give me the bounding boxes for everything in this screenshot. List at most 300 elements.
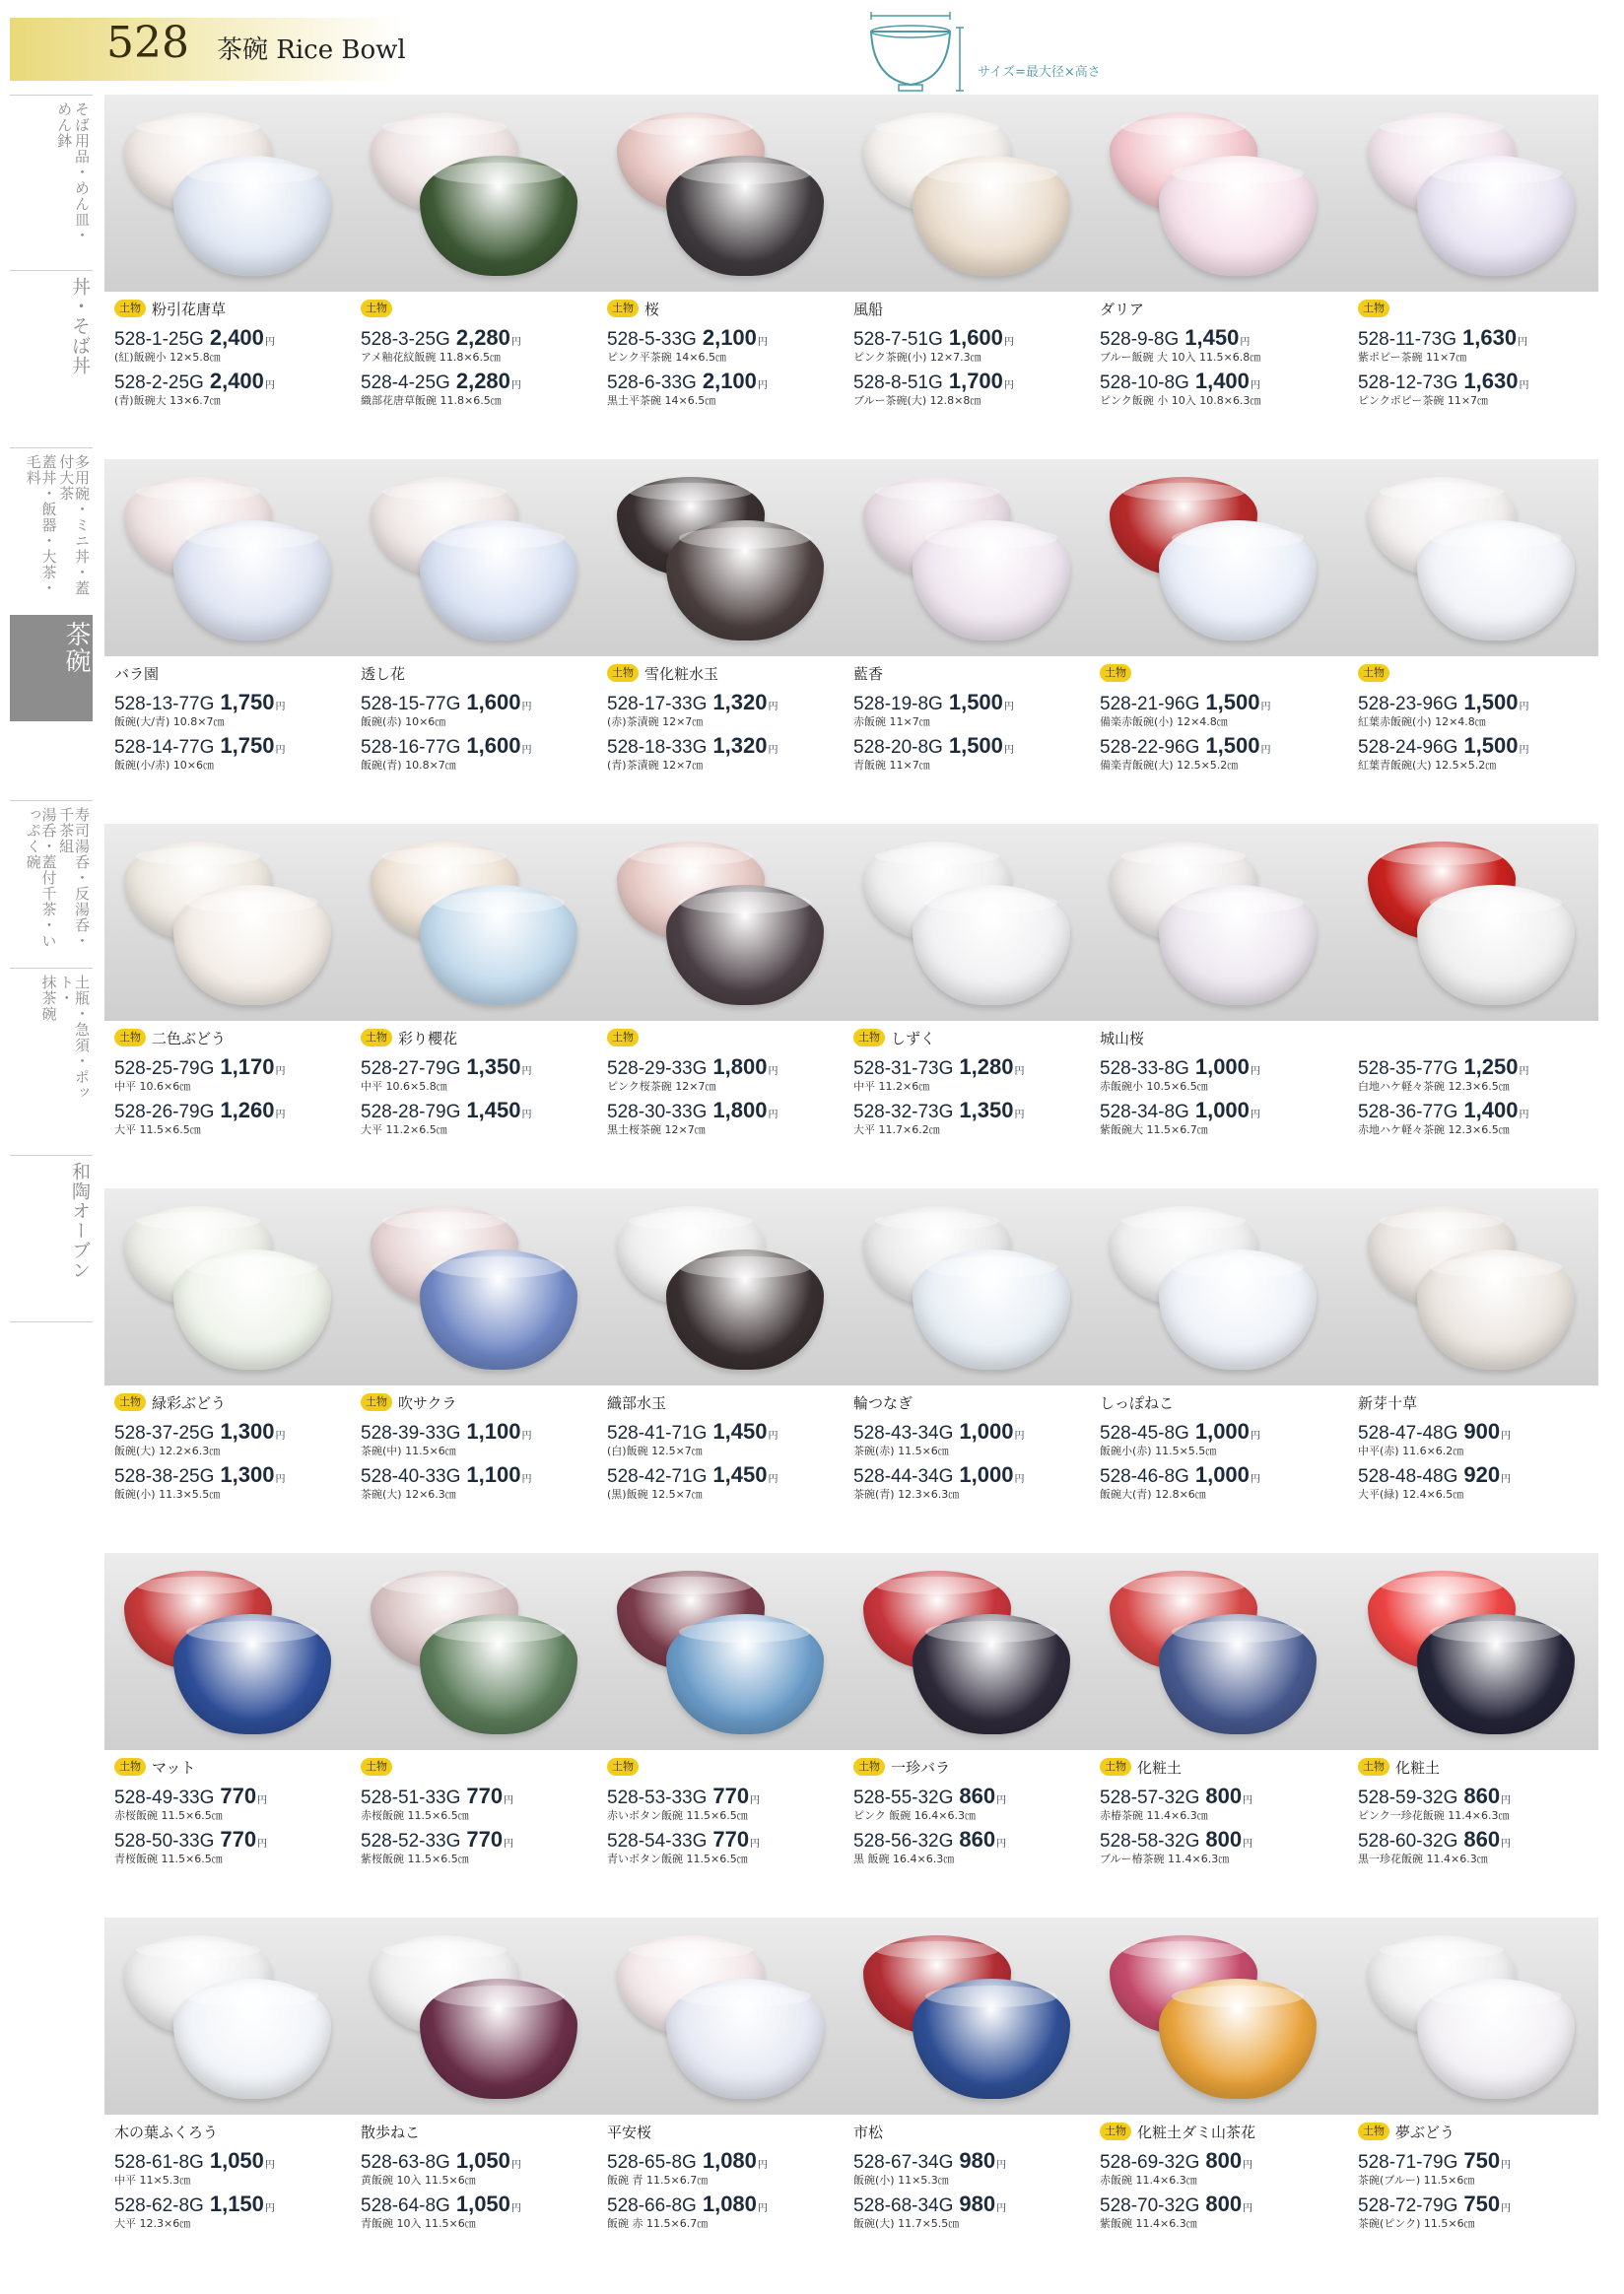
product-price: 750: [1463, 2192, 1501, 2216]
product-price: 1,100: [466, 1462, 521, 1487]
product-spec: 飯碗大(青) 12.8×6㎝: [1100, 1488, 1206, 1501]
product-price: 1,450: [1184, 325, 1240, 350]
yen-unit: 円: [757, 2160, 768, 2171]
yen-unit: 円: [521, 702, 532, 712]
yen-unit: 円: [1260, 745, 1271, 756]
product-code: 528-24-96G: [1358, 737, 1458, 758]
product-price: 770: [466, 1784, 504, 1808]
earthenware-badge: 土物: [361, 1029, 392, 1046]
product-price: 1,450: [712, 1419, 768, 1444]
yen-unit: 円: [750, 1839, 761, 1850]
product-card: [844, 2115, 1080, 2235]
rice-bowl-image: [1159, 1979, 1317, 2099]
product-price: 1,630: [1462, 325, 1518, 350]
product-code-line: [1100, 1784, 1332, 1809]
product-price: 1,100: [466, 1419, 521, 1444]
product-tagline: [1100, 2121, 1255, 2142]
product-code: 528-41-71G: [607, 1423, 708, 1444]
sidebar-item-tayowan[interactable]: [10, 447, 93, 613]
product-price: 1,000: [1194, 1419, 1250, 1444]
product-name: 雪化粧水玉: [644, 664, 719, 683]
product-code-line: [607, 1419, 840, 1445]
product-spec: 紅葉青飯碗(大) 12.5×5.2㎝: [1358, 759, 1497, 772]
product-code-line: [607, 690, 840, 715]
product-spec: 飯碗小(赤) 11.5×5.5㎝: [1100, 1445, 1217, 1457]
yen-unit: 円: [1250, 1474, 1260, 1485]
yen-unit: 円: [264, 380, 275, 391]
sidebar-label: 多用碗・ミニ丼・蓋付大茶: [57, 454, 91, 596]
yen-unit: 円: [1501, 1795, 1512, 1806]
rice-bowl-image: [913, 156, 1070, 276]
product-code: 528-69-32G: [1100, 2152, 1200, 2173]
product-spec: 黒一珍花飯碗 11.4×6.3㎝: [1358, 1853, 1488, 1865]
product-spec: 飯碗(大/青) 10.8×7㎝: [114, 715, 225, 728]
product-code-line: [853, 2148, 1086, 2174]
product-code-line: [607, 1784, 840, 1809]
product-code-line: [1358, 325, 1590, 351]
product-spec: 飯碗(赤) 10×6㎝: [361, 715, 446, 728]
product-spec: 茶碗(赤) 11.5×6㎝: [853, 1445, 949, 1457]
product-card: [351, 292, 587, 412]
yen-unit: 円: [275, 1066, 286, 1077]
product-code: 528-17-33G: [607, 694, 708, 714]
yen-unit: 円: [275, 1110, 286, 1120]
earthenware-badge: 土物: [1100, 664, 1131, 682]
product-spec: ピンク平茶碗 14×6.5㎝: [607, 351, 726, 364]
product-code-line: [1100, 690, 1332, 715]
product-code: 528-32-73G: [853, 1102, 954, 1122]
product-price: 2,100: [702, 325, 757, 350]
product-code-line: [607, 733, 840, 759]
product-price: 1,450: [712, 1462, 768, 1487]
product-name: 一珍バラ: [891, 1758, 951, 1777]
product-price: 1,000: [1194, 1054, 1250, 1079]
product-spec: 大平 11.7×6.2㎝: [853, 1123, 940, 1136]
product-code: 528-14-77G: [114, 737, 215, 758]
product-price: 1,500: [1205, 733, 1260, 758]
product-code: 528-71-79G: [1358, 2152, 1458, 2173]
yen-unit: 円: [757, 380, 768, 391]
yen-unit: 円: [504, 1839, 514, 1850]
yen-unit: 円: [768, 1474, 778, 1485]
yen-unit: 円: [510, 380, 521, 391]
sidebar-item-dobin[interactable]: [10, 968, 93, 1137]
product-spec: 飯碗 赤 11.5×6.7㎝: [607, 2217, 709, 2230]
product-spec: ピンク桜茶碗 12×7㎝: [607, 1080, 716, 1093]
product-code: 528-12-73G: [1358, 372, 1458, 393]
yen-unit: 円: [264, 2160, 275, 2171]
sidebar-item-soba[interactable]: [10, 95, 93, 272]
product-price: 1,800: [712, 1054, 768, 1079]
product-tagline: [1358, 298, 1395, 319]
product-price: 1,080: [702, 2192, 757, 2216]
rice-bowl-image: [173, 885, 331, 1005]
yen-unit: 円: [768, 1066, 778, 1077]
product-name: 化粧土: [1395, 1758, 1441, 1777]
product-price: 920: [1463, 1462, 1501, 1487]
product-code: 528-23-96G: [1358, 694, 1458, 714]
product-code: 528-67-34G: [853, 2152, 954, 2173]
product-section: [104, 1918, 1598, 2235]
product-code-line: [1358, 733, 1590, 759]
product-tagline: [607, 1756, 644, 1778]
yen-unit: 円: [1240, 337, 1251, 348]
product-spec: 赤いボタン飯碗 11.5×6.5㎝: [607, 1809, 748, 1822]
product-spec: ピンク飯碗 小 10入 10.8×6.3㎝: [1100, 394, 1261, 407]
product-section: [104, 459, 1598, 776]
product-price: 980: [959, 2192, 996, 2216]
product-price: 800: [1205, 2148, 1243, 2173]
product-price: 1,700: [948, 369, 1003, 393]
product-code-line: [1100, 325, 1332, 351]
product-name: 新芽十草: [1358, 1393, 1418, 1412]
product-name: 輪つなぎ: [853, 1393, 914, 1412]
product-price: 800: [1205, 1784, 1243, 1808]
yen-unit: 円: [1519, 1066, 1529, 1077]
rice-bowl-image: [666, 885, 824, 1005]
product-code-line: [361, 1098, 593, 1123]
product-code: 528-52-33G: [361, 1831, 461, 1852]
product-spec: 茶碗(中) 11.5×6㎝: [361, 1445, 456, 1457]
product-spec: アメ釉花紋飯碗 11.8×6.5㎝: [361, 351, 502, 364]
product-spec: 備楽青飯碗(大) 12.5×5.2㎝: [1100, 759, 1239, 772]
sidebar-label: 茶碗: [61, 621, 91, 674]
product-tagline: [361, 2121, 420, 2142]
product-tagline: [853, 1391, 913, 1413]
product-tagline: [114, 1756, 195, 1778]
product-code: 528-44-34G: [853, 1466, 954, 1487]
product-card: [351, 656, 587, 776]
product-name: 風船: [853, 300, 884, 318]
product-card: [1090, 2115, 1326, 2235]
rice-bowl-image: [1159, 885, 1317, 1005]
product-spec: 備楽赤飯碗(小) 12×4.8㎝: [1100, 715, 1228, 728]
product-tagline: [853, 1027, 935, 1048]
sidebar-item-chawan[interactable]: [10, 615, 93, 721]
product-price: 1,250: [1463, 1054, 1519, 1079]
product-code-line: [361, 369, 593, 394]
product-card: [104, 2115, 341, 2235]
yen-unit: 円: [768, 702, 778, 712]
rice-bowl-image: [420, 1979, 577, 2099]
product-code: 528-38-25G: [114, 1466, 215, 1487]
product-section: [104, 824, 1598, 1141]
product-price: 1,400: [1194, 369, 1250, 393]
product-card: [597, 292, 834, 412]
product-code: 528-37-25G: [114, 1423, 215, 1444]
product-tagline: [361, 298, 398, 319]
product-code: 528-21-96G: [1100, 694, 1200, 714]
product-price: 1,260: [220, 1098, 275, 1122]
product-price: 860: [1463, 1827, 1501, 1852]
product-photo-strip: [104, 95, 1598, 292]
product-price: 1,500: [948, 690, 1003, 714]
rice-bowl-image: [1159, 520, 1317, 641]
yen-unit: 円: [1501, 2160, 1512, 2171]
product-price: 770: [220, 1784, 257, 1808]
product-card: [844, 656, 1080, 776]
product-spec: 茶碗(大) 12×6.3㎝: [361, 1488, 456, 1501]
product-price: 1,080: [702, 2148, 757, 2173]
product-code: 528-4-25G: [361, 372, 450, 393]
product-card: [1348, 656, 1585, 776]
product-code: 528-34-8G: [1100, 1102, 1189, 1122]
product-spec: 大平 12.3×6㎝: [114, 2217, 191, 2230]
product-code: 528-57-32G: [1100, 1788, 1200, 1808]
rice-bowl-image: [666, 520, 824, 641]
product-section: [104, 1188, 1598, 1506]
product-card: [844, 1750, 1080, 1870]
rice-bowl-image: [913, 885, 1070, 1005]
product-spec: 飯碗(小) 11.3×5.5㎝: [114, 1488, 221, 1501]
product-card: [844, 292, 1080, 412]
product-tagline: [853, 298, 883, 319]
yen-unit: 円: [1250, 380, 1260, 391]
product-code-line: [607, 1827, 840, 1853]
product-photo-strip: [104, 1918, 1598, 2115]
rice-bowl-image: [1417, 1614, 1575, 1734]
product-spec: 黒土平茶碗 14×6.5㎝: [607, 394, 716, 407]
yen-unit: 円: [510, 2203, 521, 2214]
earthenware-badge: 土物: [1358, 300, 1389, 317]
product-code-line: [1358, 1784, 1590, 1809]
product-price: 1,300: [220, 1419, 275, 1444]
yen-unit: 円: [1501, 1474, 1512, 1485]
product-code-line: [853, 690, 1086, 715]
yen-unit: 円: [1519, 380, 1529, 391]
sidebar-item-oven[interactable]: [10, 1155, 93, 1322]
product-code: 528-33-8G: [1100, 1058, 1189, 1079]
yen-unit: 円: [1250, 1431, 1260, 1442]
product-price: 2,100: [702, 369, 757, 393]
product-photo-strip: [104, 824, 1598, 1021]
earthenware-badge: 土物: [607, 1029, 639, 1046]
earthenware-badge: 土物: [114, 1393, 146, 1411]
product-name: 夢ぶどう: [1395, 2123, 1455, 2141]
product-name: 織部水玉: [607, 1393, 667, 1412]
product-code: 528-70-32G: [1100, 2195, 1200, 2216]
product-spec: 赤飯碗 11×7㎝: [853, 715, 930, 728]
product-spec: ブルー茶碗(大) 12.8×8㎝: [853, 394, 981, 407]
product-code: 528-13-77G: [114, 694, 215, 714]
product-price: 1,050: [455, 2192, 510, 2216]
earthenware-badge: 土物: [114, 300, 146, 317]
sidebar-label: 寿司湯呑・反湯呑・千茶組: [57, 807, 91, 949]
product-code: 528-47-48G: [1358, 1423, 1458, 1444]
yen-unit: 円: [510, 2160, 521, 2171]
product-tagline: [1100, 662, 1137, 684]
product-code-line: [607, 325, 840, 351]
product-price: 1,630: [1463, 369, 1519, 393]
product-tagline: [114, 1027, 226, 1048]
product-spec: 紫桜飯碗 11.5×6.5㎝: [361, 1853, 469, 1865]
yen-unit: 円: [275, 745, 286, 756]
product-code: 528-9-8G: [1100, 329, 1180, 350]
yen-unit: 円: [757, 337, 768, 348]
product-price: 1,280: [959, 1054, 1014, 1079]
product-price: 1,500: [1463, 733, 1519, 758]
product-price: 1,320: [712, 690, 768, 714]
product-section: [104, 95, 1598, 412]
product-code: 528-20-8G: [853, 737, 943, 758]
sidebar-label: 抹茶碗: [39, 975, 58, 1022]
earthenware-badge: 土物: [1100, 1758, 1131, 1776]
product-code-line: [1100, 1098, 1332, 1123]
product-spec: ブルー椿茶碗 11.4×6.3㎝: [1100, 1853, 1230, 1865]
product-price: 2,400: [209, 369, 264, 393]
product-code: 528-39-33G: [361, 1423, 461, 1444]
product-photo-strip: [104, 459, 1598, 656]
product-spec: 青飯碗 10入 11.5×6㎝: [361, 2217, 476, 2230]
product-section: [104, 1553, 1598, 1870]
product-tagline: [607, 662, 718, 684]
product-tagline: [607, 2121, 651, 2142]
rice-bowl-image: [913, 520, 1070, 641]
product-spec: 青飯碗 11×7㎝: [853, 759, 930, 772]
product-spec: 中平 11.2×6㎝: [853, 1080, 930, 1093]
page-title: 茶碗 Rice Bowl: [217, 35, 406, 65]
product-spec: 飯碗(小) 11×5.3㎝: [853, 2174, 949, 2187]
yen-unit: 円: [1519, 745, 1529, 756]
product-name: バラ園: [114, 664, 160, 683]
earthenware-badge: 土物: [114, 1758, 146, 1776]
product-card: [104, 1385, 341, 1506]
product-code-line: [114, 1419, 347, 1445]
earthenware-badge: 土物: [1100, 2123, 1131, 2140]
earthenware-badge: 土物: [361, 300, 392, 317]
product-name: しずく: [891, 1029, 936, 1047]
product-card: [351, 1385, 587, 1506]
product-code-line: [1358, 1827, 1590, 1853]
product-price: 800: [1205, 1827, 1243, 1852]
product-price: 1,600: [948, 325, 1003, 350]
earthenware-badge: 土物: [607, 300, 639, 317]
product-tagline: [1358, 2121, 1455, 2142]
yen-unit: 円: [1014, 1431, 1025, 1442]
product-price: 1,400: [1463, 1098, 1519, 1122]
product-spec: (赤)茶漬碗 12×7㎝: [607, 715, 704, 728]
product-code-line: [607, 2192, 840, 2217]
product-price: 860: [959, 1784, 996, 1808]
product-code: 528-54-33G: [607, 1831, 708, 1852]
product-price: 860: [1463, 1784, 1501, 1808]
product-price: 1,500: [1463, 690, 1519, 714]
product-code-line: [114, 1462, 347, 1488]
product-tagline: [361, 1391, 456, 1413]
product-card: [597, 1750, 834, 1870]
product-name: 市松: [853, 2123, 884, 2141]
rice-bowl-image: [913, 1614, 1070, 1734]
product-name: 化粧土ダミ山茶花: [1137, 2123, 1256, 2141]
product-code: 528-46-8G: [1100, 1466, 1189, 1487]
rice-bowl-image: [173, 1249, 331, 1370]
product-photo-strip: [104, 1188, 1598, 1385]
yen-unit: 円: [768, 745, 778, 756]
product-card: [1348, 292, 1585, 412]
product-code-line: [114, 325, 347, 351]
product-price: 1,050: [209, 2148, 264, 2173]
product-code-line: [1358, 1054, 1590, 1080]
product-code-line: [1358, 2148, 1590, 2174]
product-code: 528-72-79G: [1358, 2195, 1458, 2216]
product-code-line: [853, 1784, 1086, 1809]
product-code-line: [114, 1827, 347, 1853]
yen-unit: 円: [1501, 1431, 1512, 1442]
product-code-line: [361, 1054, 593, 1080]
product-code: 528-22-96G: [1100, 737, 1200, 758]
product-tagline: [361, 1027, 457, 1048]
rice-bowl-image: [913, 1979, 1070, 2099]
product-code: 528-68-34G: [853, 2195, 954, 2216]
yen-unit: 円: [1501, 2203, 1512, 2214]
product-code-line: [607, 2148, 840, 2174]
earthenware-badge: 土物: [1358, 2123, 1389, 2140]
product-price: 1,320: [712, 733, 768, 758]
size-note: サイズ=最大径×高さ: [978, 65, 1101, 80]
product-name: 透し花: [361, 664, 406, 683]
product-card: [1090, 656, 1326, 776]
yen-unit: 円: [1003, 745, 1014, 756]
product-tagline: [1100, 1756, 1182, 1778]
product-spec: 中平 11×5.3㎝: [114, 2174, 191, 2187]
product-code: 528-27-79G: [361, 1058, 461, 1079]
product-code-line: [361, 1827, 593, 1853]
product-tagline: [853, 2121, 883, 2142]
product-code-line: [361, 2192, 593, 2217]
product-spec: 大平(緑) 12.4×6.5㎝: [1358, 1488, 1464, 1501]
yen-unit: 円: [521, 1066, 532, 1077]
sidebar-item-yunomi[interactable]: [10, 800, 93, 968]
product-spec: ブルー飯碗 大 10入 11.5×6.8㎝: [1100, 351, 1261, 364]
product-price: 1,500: [948, 733, 1003, 758]
product-code-line: [361, 733, 593, 759]
product-code-line: [114, 1054, 347, 1080]
yen-unit: 円: [504, 1795, 514, 1806]
product-spec: 白地ハケ軽々茶碗 12.3×6.5㎝: [1358, 1080, 1510, 1093]
product-name: 吹サクラ: [398, 1393, 457, 1412]
product-code-line: [1100, 1462, 1332, 1488]
product-code-line: [853, 2192, 1086, 2217]
product-code-line: [607, 1098, 840, 1123]
sidebar-label: 丼・そば丼: [69, 277, 91, 375]
product-card: [597, 1021, 834, 1141]
product-code-line: [607, 369, 840, 394]
product-price: 980: [959, 2148, 996, 2173]
product-code-line: [114, 1098, 347, 1123]
rice-bowl-image: [1417, 156, 1575, 276]
product-spec: 紫飯碗大 11.5×6.7㎝: [1100, 1123, 1208, 1136]
sidebar-label: 土瓶・急須・ポット・: [57, 975, 91, 1101]
product-code: 528-31-73G: [853, 1058, 954, 1079]
product-code-line: [607, 1462, 840, 1488]
rice-bowl-image: [1417, 520, 1575, 641]
product-code: 528-29-33G: [607, 1058, 708, 1079]
product-card: [1348, 1385, 1585, 1506]
product-spec: 飯碗(小/赤) 10×6㎝: [114, 759, 214, 772]
product-spec: 茶碗(青) 12.3×6.3㎝: [853, 1488, 960, 1501]
product-tagline: [361, 662, 405, 684]
product-card: [1090, 1021, 1326, 1141]
product-code-line: [853, 733, 1086, 759]
product-tagline: [1100, 1391, 1174, 1413]
product-name: 緑彩ぶどう: [152, 1393, 227, 1412]
product-code: 528-30-33G: [607, 1102, 708, 1122]
product-code-line: [1358, 1419, 1590, 1445]
product-code: 528-50-33G: [114, 1831, 215, 1852]
rice-bowl-image: [666, 1249, 824, 1370]
page-number: 528: [106, 18, 189, 68]
product-spec: 赤椿茶碗 11.4×6.3㎝: [1100, 1809, 1208, 1822]
